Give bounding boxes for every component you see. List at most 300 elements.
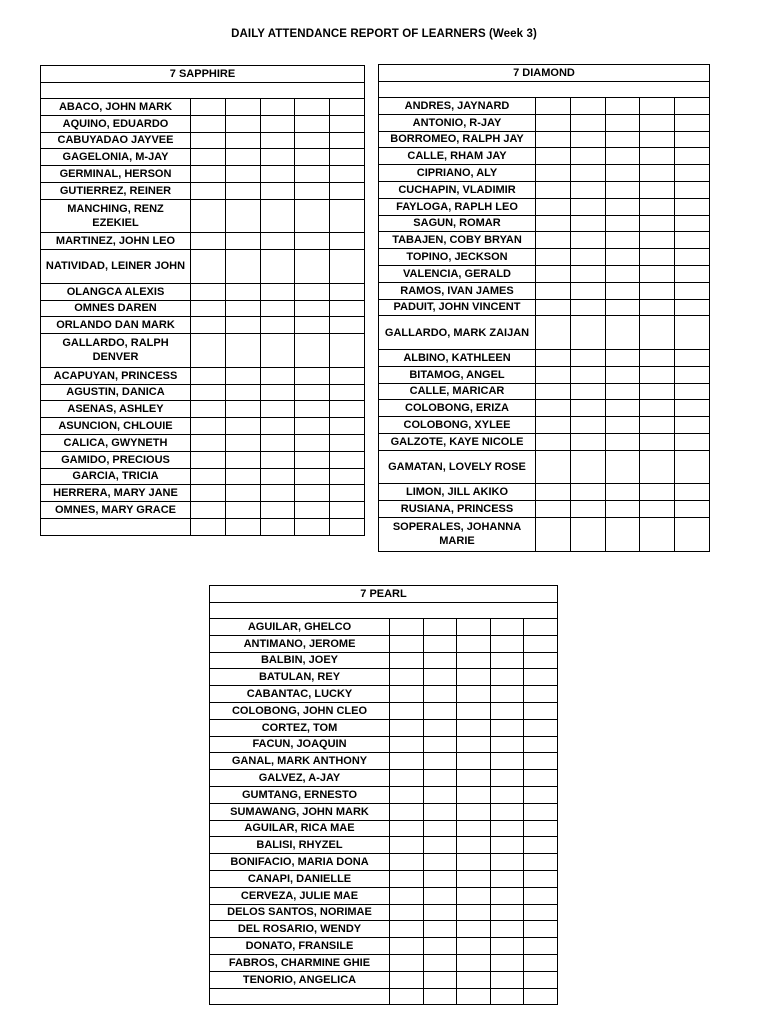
attendance-cell[interactable] (423, 938, 457, 955)
attendance-cell[interactable] (457, 619, 491, 636)
attendance-cell[interactable] (536, 282, 571, 299)
attendance-cell[interactable] (536, 316, 571, 350)
attendance-cell[interactable] (524, 619, 558, 636)
attendance-cell[interactable] (457, 971, 491, 988)
attendance-cell[interactable] (330, 132, 365, 149)
attendance-cell[interactable] (390, 870, 424, 887)
attendance-cell[interactable] (570, 316, 605, 350)
attendance-cell[interactable] (225, 99, 260, 116)
attendance-cell[interactable] (490, 837, 524, 854)
attendance-cell[interactable] (490, 954, 524, 971)
attendance-cell[interactable] (390, 803, 424, 820)
attendance-cell[interactable] (524, 786, 558, 803)
attendance-cell[interactable] (225, 451, 260, 468)
attendance-cell[interactable] (457, 770, 491, 787)
attendance-cell[interactable] (490, 669, 524, 686)
attendance-cell[interactable] (295, 434, 330, 451)
attendance-cell[interactable] (570, 215, 605, 232)
attendance-cell[interactable] (640, 198, 675, 215)
attendance-cell[interactable] (536, 517, 571, 551)
attendance-cell[interactable] (675, 417, 710, 434)
attendance-cell[interactable] (605, 299, 640, 316)
attendance-cell[interactable] (390, 820, 424, 837)
attendance-cell[interactable] (457, 736, 491, 753)
attendance-cell[interactable] (524, 702, 558, 719)
attendance-cell[interactable] (490, 686, 524, 703)
attendance-cell[interactable] (330, 300, 365, 317)
attendance-cell[interactable] (191, 182, 226, 199)
attendance-cell[interactable] (570, 366, 605, 383)
attendance-cell[interactable] (330, 199, 365, 233)
attendance-cell[interactable] (640, 417, 675, 434)
attendance-cell[interactable] (570, 198, 605, 215)
attendance-cell[interactable] (536, 148, 571, 165)
attendance-cell[interactable] (330, 367, 365, 384)
attendance-cell[interactable] (570, 517, 605, 551)
attendance-cell[interactable] (524, 921, 558, 938)
attendance-cell[interactable] (524, 887, 558, 904)
attendance-cell[interactable] (640, 181, 675, 198)
attendance-cell[interactable] (675, 501, 710, 518)
attendance-cell[interactable] (675, 98, 710, 115)
attendance-cell[interactable] (490, 938, 524, 955)
attendance-cell[interactable] (423, 753, 457, 770)
attendance-cell[interactable] (390, 652, 424, 669)
attendance-cell[interactable] (536, 181, 571, 198)
attendance-cell[interactable] (295, 199, 330, 233)
attendance-cell[interactable] (295, 502, 330, 519)
attendance-cell[interactable] (524, 753, 558, 770)
attendance-cell[interactable] (390, 887, 424, 904)
attendance-cell[interactable] (457, 854, 491, 871)
attendance-cell[interactable] (524, 988, 558, 1005)
attendance-cell[interactable] (225, 401, 260, 418)
attendance-cell[interactable] (524, 635, 558, 652)
attendance-cell[interactable] (390, 938, 424, 955)
attendance-cell[interactable] (605, 215, 640, 232)
attendance-cell[interactable] (225, 468, 260, 485)
attendance-cell[interactable] (225, 283, 260, 300)
attendance-cell[interactable] (225, 367, 260, 384)
attendance-cell[interactable] (605, 98, 640, 115)
attendance-cell[interactable] (191, 149, 226, 166)
attendance-cell[interactable] (390, 719, 424, 736)
attendance-cell[interactable] (536, 400, 571, 417)
attendance-cell[interactable] (490, 702, 524, 719)
attendance-cell[interactable] (225, 485, 260, 502)
attendance-cell[interactable] (536, 249, 571, 266)
attendance-cell[interactable] (225, 233, 260, 250)
attendance-cell[interactable] (295, 468, 330, 485)
attendance-cell[interactable] (295, 115, 330, 132)
attendance-cell[interactable] (330, 502, 365, 519)
attendance-cell[interactable] (570, 265, 605, 282)
attendance-cell[interactable] (640, 517, 675, 551)
attendance-cell[interactable] (330, 182, 365, 199)
attendance-cell[interactable] (260, 182, 295, 199)
attendance-cell[interactable] (191, 384, 226, 401)
attendance-cell[interactable] (457, 702, 491, 719)
attendance-cell[interactable] (457, 669, 491, 686)
attendance-cell[interactable] (260, 99, 295, 116)
attendance-cell[interactable] (457, 719, 491, 736)
attendance-cell[interactable] (423, 988, 457, 1005)
attendance-cell[interactable] (457, 988, 491, 1005)
attendance-cell[interactable] (570, 249, 605, 266)
attendance-cell[interactable] (295, 418, 330, 435)
attendance-cell[interactable] (390, 753, 424, 770)
attendance-cell[interactable] (536, 114, 571, 131)
attendance-cell[interactable] (536, 349, 571, 366)
attendance-cell[interactable] (423, 954, 457, 971)
attendance-cell[interactable] (536, 265, 571, 282)
attendance-cell[interactable] (640, 265, 675, 282)
attendance-cell[interactable] (295, 367, 330, 384)
attendance-cell[interactable] (675, 484, 710, 501)
attendance-cell[interactable] (330, 451, 365, 468)
attendance-cell[interactable] (490, 887, 524, 904)
attendance-cell[interactable] (191, 199, 226, 233)
attendance-cell[interactable] (423, 887, 457, 904)
attendance-cell[interactable] (570, 484, 605, 501)
attendance-cell[interactable] (191, 250, 226, 284)
attendance-cell[interactable] (536, 450, 571, 484)
attendance-cell[interactable] (423, 652, 457, 669)
attendance-cell[interactable] (536, 299, 571, 316)
attendance-cell[interactable] (570, 349, 605, 366)
attendance-cell[interactable] (570, 450, 605, 484)
attendance-cell[interactable] (605, 131, 640, 148)
attendance-cell[interactable] (490, 820, 524, 837)
attendance-cell[interactable] (490, 770, 524, 787)
attendance-cell[interactable] (390, 786, 424, 803)
attendance-cell[interactable] (457, 887, 491, 904)
attendance-cell[interactable] (225, 317, 260, 334)
attendance-cell[interactable] (295, 300, 330, 317)
attendance-cell[interactable] (191, 132, 226, 149)
attendance-cell[interactable] (260, 468, 295, 485)
attendance-cell[interactable] (536, 215, 571, 232)
attendance-cell[interactable] (536, 198, 571, 215)
attendance-cell[interactable] (675, 148, 710, 165)
attendance-cell[interactable] (640, 232, 675, 249)
attendance-cell[interactable] (260, 199, 295, 233)
attendance-cell[interactable] (423, 786, 457, 803)
attendance-cell[interactable] (457, 904, 491, 921)
attendance-cell[interactable] (605, 383, 640, 400)
attendance-cell[interactable] (524, 770, 558, 787)
attendance-cell[interactable] (524, 719, 558, 736)
attendance-cell[interactable] (225, 250, 260, 284)
attendance-cell[interactable] (605, 501, 640, 518)
attendance-cell[interactable] (423, 686, 457, 703)
attendance-cell[interactable] (225, 115, 260, 132)
attendance-cell[interactable] (570, 417, 605, 434)
attendance-cell[interactable] (570, 98, 605, 115)
attendance-cell[interactable] (570, 181, 605, 198)
attendance-cell[interactable] (260, 317, 295, 334)
attendance-cell[interactable] (640, 484, 675, 501)
attendance-cell[interactable] (330, 384, 365, 401)
attendance-cell[interactable] (191, 233, 226, 250)
attendance-cell[interactable] (260, 434, 295, 451)
attendance-cell[interactable] (423, 770, 457, 787)
attendance-cell[interactable] (605, 400, 640, 417)
attendance-cell[interactable] (191, 451, 226, 468)
attendance-cell[interactable] (295, 384, 330, 401)
attendance-cell[interactable] (675, 383, 710, 400)
attendance-cell[interactable] (390, 770, 424, 787)
attendance-cell[interactable] (675, 366, 710, 383)
attendance-cell[interactable] (605, 165, 640, 182)
attendance-cell[interactable] (605, 349, 640, 366)
attendance-cell[interactable] (390, 619, 424, 636)
attendance-cell[interactable] (330, 418, 365, 435)
attendance-cell[interactable] (675, 249, 710, 266)
attendance-cell[interactable] (295, 250, 330, 284)
attendance-cell[interactable] (490, 753, 524, 770)
attendance-cell[interactable] (295, 401, 330, 418)
attendance-cell[interactable] (640, 501, 675, 518)
attendance-cell[interactable] (640, 433, 675, 450)
attendance-cell[interactable] (536, 484, 571, 501)
attendance-cell[interactable] (225, 300, 260, 317)
attendance-cell[interactable] (260, 451, 295, 468)
attendance-cell[interactable] (536, 232, 571, 249)
attendance-cell[interactable] (524, 686, 558, 703)
attendance-cell[interactable] (457, 652, 491, 669)
attendance-cell[interactable] (191, 434, 226, 451)
attendance-cell[interactable] (570, 114, 605, 131)
attendance-cell[interactable] (570, 165, 605, 182)
attendance-cell[interactable] (640, 114, 675, 131)
attendance-cell[interactable] (390, 635, 424, 652)
attendance-cell[interactable] (225, 334, 260, 368)
attendance-cell[interactable] (225, 182, 260, 199)
attendance-cell[interactable] (191, 166, 226, 183)
attendance-cell[interactable] (423, 870, 457, 887)
attendance-cell[interactable] (605, 114, 640, 131)
attendance-cell[interactable] (524, 820, 558, 837)
attendance-cell[interactable] (295, 149, 330, 166)
attendance-cell[interactable] (191, 317, 226, 334)
attendance-cell[interactable] (225, 502, 260, 519)
attendance-cell[interactable] (605, 450, 640, 484)
attendance-cell[interactable] (605, 265, 640, 282)
attendance-cell[interactable] (191, 518, 226, 535)
attendance-cell[interactable] (675, 215, 710, 232)
attendance-cell[interactable] (295, 166, 330, 183)
attendance-cell[interactable] (260, 334, 295, 368)
attendance-cell[interactable] (390, 669, 424, 686)
attendance-cell[interactable] (536, 433, 571, 450)
attendance-cell[interactable] (675, 450, 710, 484)
attendance-cell[interactable] (423, 803, 457, 820)
attendance-cell[interactable] (330, 115, 365, 132)
attendance-cell[interactable] (605, 433, 640, 450)
attendance-cell[interactable] (423, 702, 457, 719)
attendance-cell[interactable] (490, 854, 524, 871)
attendance-cell[interactable] (605, 366, 640, 383)
attendance-cell[interactable] (640, 98, 675, 115)
attendance-cell[interactable] (330, 334, 365, 368)
attendance-cell[interactable] (490, 736, 524, 753)
attendance-cell[interactable] (260, 132, 295, 149)
attendance-cell[interactable] (640, 450, 675, 484)
attendance-cell[interactable] (675, 114, 710, 131)
attendance-cell[interactable] (295, 132, 330, 149)
attendance-cell[interactable] (330, 99, 365, 116)
attendance-cell[interactable] (225, 149, 260, 166)
attendance-cell[interactable] (390, 971, 424, 988)
attendance-cell[interactable] (490, 870, 524, 887)
attendance-cell[interactable] (423, 837, 457, 854)
attendance-cell[interactable] (295, 518, 330, 535)
attendance-cell[interactable] (675, 265, 710, 282)
attendance-cell[interactable] (536, 98, 571, 115)
attendance-cell[interactable] (490, 719, 524, 736)
attendance-cell[interactable] (330, 317, 365, 334)
attendance-cell[interactable] (675, 131, 710, 148)
attendance-cell[interactable] (524, 854, 558, 871)
attendance-cell[interactable] (536, 366, 571, 383)
attendance-cell[interactable] (640, 299, 675, 316)
attendance-cell[interactable] (605, 181, 640, 198)
attendance-cell[interactable] (390, 854, 424, 871)
attendance-cell[interactable] (640, 282, 675, 299)
attendance-cell[interactable] (260, 384, 295, 401)
attendance-cell[interactable] (457, 820, 491, 837)
attendance-cell[interactable] (330, 518, 365, 535)
attendance-cell[interactable] (225, 199, 260, 233)
attendance-cell[interactable] (605, 484, 640, 501)
attendance-cell[interactable] (524, 837, 558, 854)
attendance-cell[interactable] (260, 485, 295, 502)
attendance-cell[interactable] (570, 131, 605, 148)
attendance-cell[interactable] (640, 165, 675, 182)
attendance-cell[interactable] (423, 635, 457, 652)
attendance-cell[interactable] (457, 870, 491, 887)
attendance-cell[interactable] (524, 736, 558, 753)
attendance-cell[interactable] (675, 198, 710, 215)
attendance-cell[interactable] (330, 468, 365, 485)
attendance-cell[interactable] (524, 938, 558, 955)
attendance-cell[interactable] (191, 502, 226, 519)
attendance-cell[interactable] (330, 401, 365, 418)
attendance-cell[interactable] (191, 418, 226, 435)
attendance-cell[interactable] (423, 904, 457, 921)
attendance-cell[interactable] (640, 383, 675, 400)
attendance-cell[interactable] (423, 820, 457, 837)
attendance-cell[interactable] (225, 418, 260, 435)
attendance-cell[interactable] (295, 99, 330, 116)
attendance-cell[interactable] (423, 669, 457, 686)
attendance-cell[interactable] (191, 115, 226, 132)
attendance-cell[interactable] (260, 300, 295, 317)
attendance-cell[interactable] (490, 619, 524, 636)
attendance-cell[interactable] (457, 635, 491, 652)
attendance-cell[interactable] (490, 635, 524, 652)
attendance-cell[interactable] (524, 669, 558, 686)
attendance-cell[interactable] (260, 115, 295, 132)
attendance-cell[interactable] (640, 148, 675, 165)
attendance-cell[interactable] (295, 451, 330, 468)
attendance-cell[interactable] (225, 518, 260, 535)
attendance-cell[interactable] (490, 904, 524, 921)
attendance-cell[interactable] (260, 166, 295, 183)
attendance-cell[interactable] (295, 182, 330, 199)
attendance-cell[interactable] (524, 652, 558, 669)
attendance-cell[interactable] (457, 954, 491, 971)
attendance-cell[interactable] (390, 702, 424, 719)
attendance-cell[interactable] (191, 401, 226, 418)
attendance-cell[interactable] (570, 501, 605, 518)
attendance-cell[interactable] (536, 383, 571, 400)
attendance-cell[interactable] (191, 283, 226, 300)
attendance-cell[interactable] (570, 433, 605, 450)
attendance-cell[interactable] (570, 148, 605, 165)
attendance-cell[interactable] (536, 501, 571, 518)
attendance-cell[interactable] (675, 232, 710, 249)
attendance-cell[interactable] (260, 502, 295, 519)
attendance-cell[interactable] (457, 686, 491, 703)
attendance-cell[interactable] (640, 349, 675, 366)
attendance-cell[interactable] (570, 232, 605, 249)
attendance-cell[interactable] (423, 971, 457, 988)
attendance-cell[interactable] (490, 786, 524, 803)
attendance-cell[interactable] (675, 433, 710, 450)
attendance-cell[interactable] (675, 316, 710, 350)
attendance-cell[interactable] (605, 249, 640, 266)
attendance-cell[interactable] (675, 181, 710, 198)
attendance-cell[interactable] (640, 215, 675, 232)
attendance-cell[interactable] (524, 971, 558, 988)
attendance-cell[interactable] (191, 334, 226, 368)
attendance-cell[interactable] (191, 367, 226, 384)
attendance-cell[interactable] (191, 485, 226, 502)
attendance-cell[interactable] (191, 99, 226, 116)
attendance-cell[interactable] (536, 131, 571, 148)
attendance-cell[interactable] (191, 468, 226, 485)
attendance-cell[interactable] (295, 317, 330, 334)
attendance-cell[interactable] (260, 401, 295, 418)
attendance-cell[interactable] (490, 652, 524, 669)
attendance-cell[interactable] (260, 418, 295, 435)
attendance-cell[interactable] (570, 282, 605, 299)
attendance-cell[interactable] (457, 938, 491, 955)
attendance-cell[interactable] (295, 334, 330, 368)
attendance-cell[interactable] (675, 517, 710, 551)
attendance-cell[interactable] (675, 349, 710, 366)
attendance-cell[interactable] (423, 921, 457, 938)
attendance-cell[interactable] (295, 283, 330, 300)
attendance-cell[interactable] (640, 131, 675, 148)
attendance-cell[interactable] (295, 233, 330, 250)
attendance-cell[interactable] (260, 233, 295, 250)
attendance-cell[interactable] (524, 870, 558, 887)
attendance-cell[interactable] (225, 434, 260, 451)
attendance-cell[interactable] (457, 753, 491, 770)
attendance-cell[interactable] (191, 300, 226, 317)
attendance-cell[interactable] (457, 837, 491, 854)
attendance-cell[interactable] (536, 417, 571, 434)
attendance-cell[interactable] (423, 719, 457, 736)
attendance-cell[interactable] (570, 400, 605, 417)
attendance-cell[interactable] (225, 166, 260, 183)
attendance-cell[interactable] (605, 517, 640, 551)
attendance-cell[interactable] (390, 988, 424, 1005)
attendance-cell[interactable] (423, 736, 457, 753)
